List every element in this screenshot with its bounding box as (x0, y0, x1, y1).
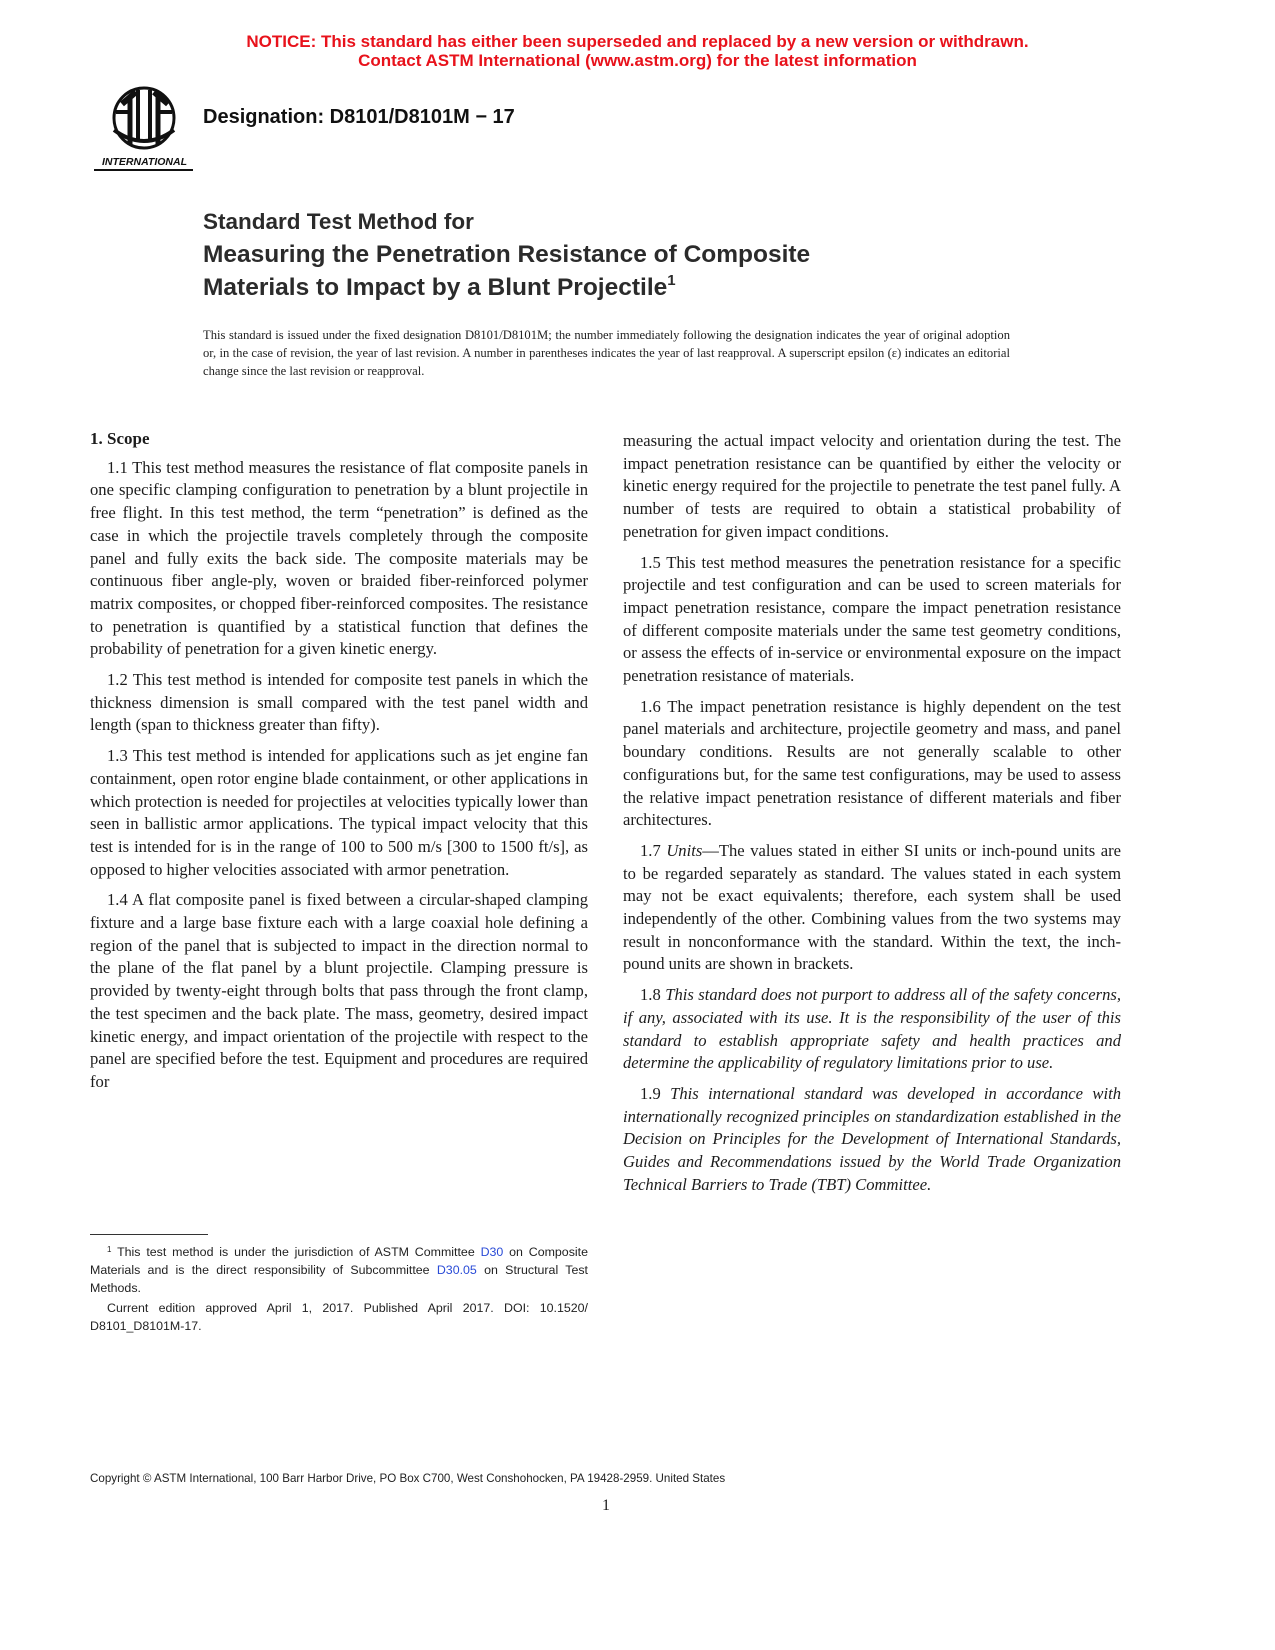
paragraph-1-9-text: This international standard was developed in accordance with internationally recognized principles on standardization established in the Decision on Principles for the Development of International Standards, Guides and Recommendations issued by the World Trade Organization Technical Barriers to Trade (TBT) Committee. (623, 1083, 1122, 1194)
logo-wordmark: INTERNATIONAL (102, 156, 187, 168)
document-title (203, 205, 810, 304)
footnote-divider (90, 1234, 208, 1235)
paragraph-1-4: 1.4 A flat composite panel is fixed between a circular-shaped clamping fixture and a large base fixture each with a large coaxial hole defining a region of the panel that is subjected to impact in the direction normal to the plane of the flat panel by a blunt projectile. Clamping pressure is provided by twenty-eight through bolts that pass through the front clamp, the test specimen and the back plate. The mass, geometry, desired impact kinetic energy, and impact orientation of the projectile with respect to the panel are specified before the test. Equipment and procedures are required for (90, 890, 588, 1091)
title-line-3-text: Materials to Impact by a Blunt Projectile (203, 274, 668, 301)
right-column (623, 430, 1121, 1205)
left-column (90, 428, 588, 1102)
notice-line-1: NOTICE: This standard has either been superseded and replaced by a new version or withdrawn. (246, 32, 1029, 51)
issuance-statement: This standard is issued under the fixed designation D8101/D8101M; the number immediately following the designation indicates the year of original adoption or, in the case of revision, the year of last revision. A number in parentheses indicates the year of last reapproval. A superscript epsilon (ε) indicates an editorial change since the last revision or reapproval. (203, 328, 1010, 378)
paragraph-1-6: 1.6 The impact penetration resistance is highly dependent on the test panel materials and architecture, projectile geometry and mass, and panel boundary conditions. Results are not generally scalable to other configurations but, for the same test configurations, may be used to assess the relative impact penetration resistance of different materials and fiber architectures. (623, 696, 1121, 830)
footnote-1-text-a: This test method is under the jurisdiction of ASTM Committee (111, 1245, 481, 1259)
paragraph-1-7 (623, 840, 1121, 976)
paragraph-1-3: 1.3 This test method is intended for applications such as jet engine fan containment, open rotor engine blade containment, or other applications in which protection is needed for projectiles at velocities typically lower than seen in ballistic armor applications. The typical impact velocity that this test is intended for is in the range of 100 to 500 m/s [300 to 1500 ft/s], as opposed to higher velocities associated with armor penetration. (90, 746, 588, 879)
footnotes (90, 1243, 588, 1337)
paragraph-1-9-number: 1.9 (640, 1083, 671, 1103)
subcommittee-d30-05-link[interactable]: D30.05 (436, 1263, 477, 1277)
footnote-1 (90, 1243, 588, 1297)
title-line-2: Measuring the Penetration Resistance of Composite (203, 241, 811, 268)
paragraph-1-1: 1.1 This test method measures the resistance of flat composite panels in one specific clamping configuration to penetration by a blunt projectile in free flight. In this test method, the term “penetration” is defined as the case in which the projectile travels completely through the composite panel and fully exits the back side. The composite materials may be continuous fiber angle-ply, woven or braided fiber-reinforced polymer matrix composites, or chopped fiber-reinforced composites. The resistance to penetration is quantified by a statistical function that defines the probability of penetration for a given kinetic energy. (90, 457, 588, 659)
title-footnote-mark: 1 (667, 272, 676, 289)
paragraph-1-7-heading: Units (666, 840, 703, 860)
section-heading-scope: 1. Scope (90, 429, 150, 448)
footnote-1-text-c: on Structural Test Methods. (90, 1263, 588, 1295)
paragraph-1-5: 1.5 This test method measures the penetration resistance for a specific projectile and test configuration and can be used to screen materials for impact penetration resistance, compare the impact penetration resistance of different composite materials under the same test geometry conditions, or assess the effects of in-service or environmental exposure on the impact penetration resistance of materials. (623, 552, 1121, 686)
paragraph-1-8-text: This standard does not purport to address all of the safety concerns, if any, associated with its use. It is the responsibility of the user of this standard to establish appropriate safety and health practices and determine the applicability of regulatory limitations prior to use. (623, 985, 1122, 1073)
designation: Designation: D8101/D8101M − 17 (203, 106, 515, 128)
notice-line-2: Contact ASTM International (www.astm.org) for the latest information (358, 51, 917, 70)
title-line-1: Standard Test Method for (203, 209, 474, 234)
withdrawal-notice (0, 32, 1275, 70)
paragraph-1-4-continued: measuring the actual impact velocity and orientation during the test. The impact penetration resistance can be quantified by either the velocity or kinetic energy required for the projectile to penetrate the test panel fully. A number of tests are required to obtain a statistical probability of penetration for given impact conditions. (623, 431, 1121, 541)
paragraph-1-2: 1.2 This test method is intended for composite test panels in which the thickness dimension is small compared with the test panel width and length (span to thickness greater than fifty). (90, 670, 588, 735)
footnote-1-mark: 1 (107, 1245, 112, 1254)
title-line-3 (203, 271, 810, 304)
paragraph-1-7-text: —The values stated in either SI units or inch-pound units are to be regarded separately as standard. The values stated in each system may not be exact equivalents; therefore, each system shall be used independently of the other. Combining values from the two systems may result in nonconformance with the standard. Within the text, the inch-pound units are shown in brackets. (623, 840, 1121, 974)
footnote-edition: Current edition approved April 1, 2017. Published April 2017. DOI: 10.1520/ D8101_D8101M-17. (90, 1301, 588, 1333)
paragraph-1-8-number: 1.8 (640, 985, 666, 1005)
paragraph-1-9 (623, 1083, 1121, 1197)
footnote-1-text-b: on Composite Materials and is the direct responsibility of Subcommittee (90, 1245, 588, 1277)
page-number: 1 (602, 1497, 610, 1514)
paragraph-1-8 (623, 984, 1121, 1075)
committee-d30-link[interactable]: D30 (480, 1245, 504, 1259)
copyright-notice: Copyright © ASTM International, 100 Barr Harbor Drive, PO Box C700, West Conshohocken, PA 19428-2959. United States (90, 1472, 726, 1485)
paragraph-1-7-number: 1.7 (640, 840, 667, 860)
